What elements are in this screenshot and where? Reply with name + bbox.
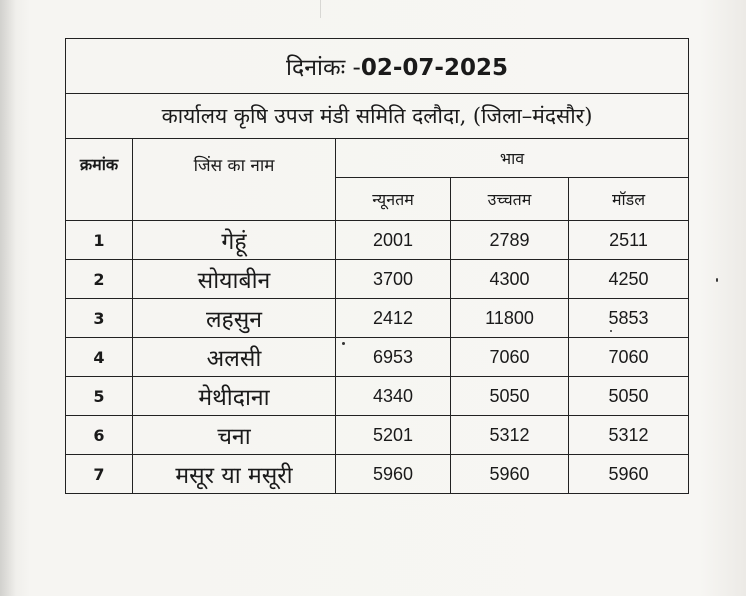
- row-min: 4340: [336, 377, 451, 416]
- table-row: [66, 455, 689, 494]
- header-min: न्यूनतम: [336, 178, 451, 221]
- row-commodity: गेहूं: [133, 221, 336, 260]
- table-row: [66, 221, 689, 260]
- row-serial: 1: [66, 221, 133, 260]
- ink-speck: [716, 278, 718, 282]
- row-max: 7060: [451, 338, 569, 377]
- row-max: 4300: [451, 260, 569, 299]
- header-modal: मॉडल: [569, 178, 689, 221]
- row-modal: 2511: [569, 221, 689, 260]
- date-row: [66, 39, 689, 94]
- row-serial: 4: [66, 338, 133, 377]
- row-commodity: सोयाबीन: [133, 260, 336, 299]
- header-max: उच्चतम: [451, 178, 569, 221]
- row-serial: 2: [66, 260, 133, 299]
- table-row: [66, 416, 689, 455]
- row-min: 5201: [336, 416, 451, 455]
- row-commodity: चना: [133, 416, 336, 455]
- table-row: [66, 299, 689, 338]
- row-max: 5312: [451, 416, 569, 455]
- ink-speck: [342, 342, 345, 345]
- row-min: 2001: [336, 221, 451, 260]
- row-min: 3700: [336, 260, 451, 299]
- row-modal: 7060: [569, 338, 689, 377]
- row-modal: 5853: [569, 299, 689, 338]
- header-price: भाव: [336, 139, 689, 178]
- row-commodity: अलसी: [133, 338, 336, 377]
- ink-speck: [610, 330, 612, 332]
- row-serial: 5: [66, 377, 133, 416]
- page-shadow: [0, 0, 16, 596]
- row-modal: 5960: [569, 455, 689, 494]
- table-row: [66, 338, 689, 377]
- row-modal: 4250: [569, 260, 689, 299]
- office-row: [66, 94, 689, 139]
- row-max: 5050: [451, 377, 569, 416]
- date-cell: [66, 39, 689, 94]
- row-modal: 5312: [569, 416, 689, 455]
- row-commodity: लहसुन: [133, 299, 336, 338]
- mandi-price-table: [65, 38, 689, 494]
- date-label: दिनांकः -: [286, 55, 361, 81]
- row-commodity: मेथीदाना: [133, 377, 336, 416]
- row-max: 2789: [451, 221, 569, 260]
- row-serial: 7: [66, 455, 133, 494]
- header-commodity: जिंस का नाम: [133, 139, 336, 221]
- date-value: 02-07-2025: [360, 55, 508, 81]
- row-min: 6953: [336, 338, 451, 377]
- header-serial: क्रमांक: [66, 139, 133, 221]
- row-serial: 3: [66, 299, 133, 338]
- row-min: 5960: [336, 455, 451, 494]
- row-min: 2412: [336, 299, 451, 338]
- row-serial: 6: [66, 416, 133, 455]
- row-max: 5960: [451, 455, 569, 494]
- row-modal: 5050: [569, 377, 689, 416]
- header-row-1: [66, 139, 689, 178]
- row-max: 11800: [451, 299, 569, 338]
- table-row: [66, 260, 689, 299]
- row-commodity: मसूर या मसूरी: [133, 455, 336, 494]
- table-row: [66, 377, 689, 416]
- office-title: कार्यालय कृषि उपज मंडी समिति दलौदा, (जिला–मंदसौर): [66, 94, 689, 139]
- paper-fold: [320, 0, 321, 18]
